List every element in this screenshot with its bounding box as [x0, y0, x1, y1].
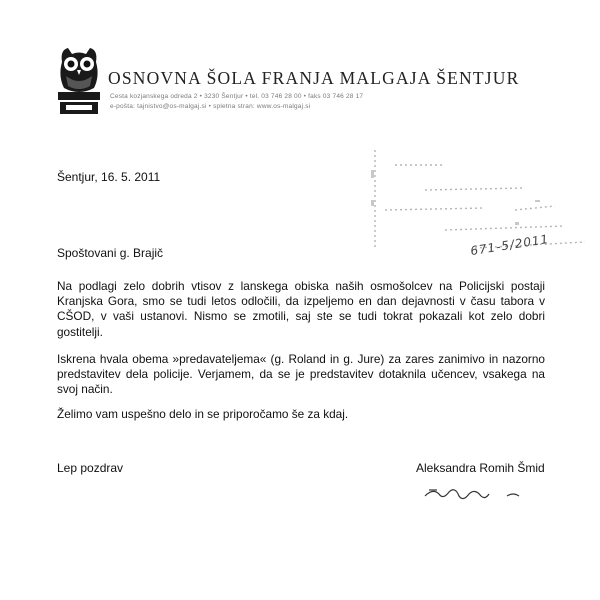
letterhead-contact-line: e-pošta: tajnistvo@os-malgaj.si • spletna stran: www.os-malgaj.si	[110, 103, 311, 110]
closing-phrase: Lep pozdrav	[57, 461, 124, 475]
body-paragraph: Iskrena hvala obema »predavateljema« (g. Roland in g. Jure) za zares zanimivo in nazorno predstavitev dela policije. Verjamem, da se je predstavitev dotaknila učencev, vsakega na svoj način.	[57, 352, 545, 397]
letterhead-contact-line: Cesta kozjanskega odreda 2 • 3230 Šentjur • tel. 03 746 28 00 • faks 03 746 28 17	[110, 93, 364, 100]
owl-logo-icon	[54, 42, 104, 120]
body-paragraph: Na podlagi zelo dobrih vtisov z lanskega obiska naših osmošolcev na Policijski postaji Kranjska Gora, smo se tudi letos odločili, da izpeljemo en dan dejavnosti v času tabora v CŠOD, v vaši ustanovi. Nismo se zmotili, saj ste se tudi tokrat pokazali kot zelo dobri gostitelji.	[57, 279, 545, 339]
stamp-reference-number: 671-5/2011	[469, 231, 551, 259]
salutation: Spoštovani g. Brajič	[57, 246, 164, 260]
signer-name: Aleksandra Romih Šmid	[416, 461, 545, 475]
letter-date: Šentjur, 16. 5. 2011	[57, 170, 161, 184]
handwritten-signature-icon	[415, 478, 525, 508]
school-name: OSNOVNA ŠOLA FRANJA MALGAJA ŠENTJUR	[108, 68, 520, 88]
body-paragraph: Želimo vam uspešno delo in se priporočamo še za kdaj.	[57, 407, 349, 421]
